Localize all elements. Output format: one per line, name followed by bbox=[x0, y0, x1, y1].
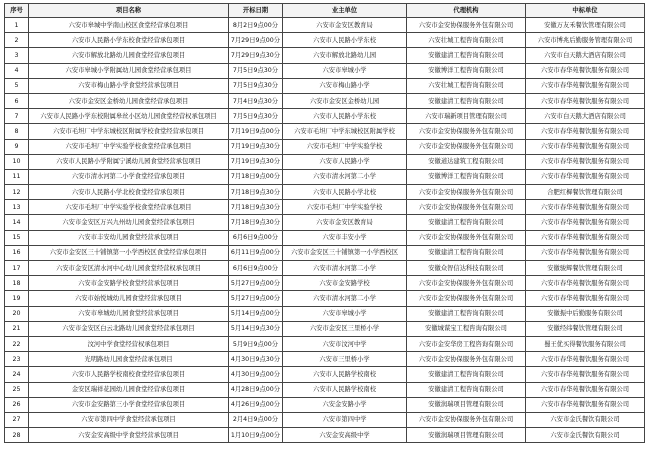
winning-bidder-cell: 六安市博兆后勤服务管理有限公司 bbox=[526, 33, 645, 48]
row-index-cell: 25 bbox=[5, 382, 29, 397]
winning-bidder-cell: 六安市春华苑餐饮服务有限公司 bbox=[526, 291, 645, 306]
row-index-cell: 4 bbox=[5, 63, 29, 78]
project-name-cell: 六安金安高级中学食堂经营承包项目 bbox=[29, 428, 229, 443]
owner-unit-cell: 六安市第四中学 bbox=[283, 412, 407, 427]
owner-unit-cell: 六安市金安路学校 bbox=[283, 276, 407, 291]
bid-date-cell: 5月14日9点30分 bbox=[229, 321, 283, 336]
winning-bidder-cell: 六安市春华苑餐饮服务有限公司 bbox=[526, 139, 645, 154]
bid-date-cell: 7月5日9点30分 bbox=[229, 109, 283, 124]
project-name-cell: 六安市皋城中学南山校区食堂经营承包项目 bbox=[29, 18, 229, 33]
winning-bidder-cell: 六安市春华苑餐饮服务有限公司 bbox=[526, 200, 645, 215]
table-row bbox=[5, 139, 645, 154]
winning-bidder-cell: 六安市春华苑餐饮服务有限公司 bbox=[526, 397, 645, 412]
table-row bbox=[5, 154, 645, 169]
agency-cell: 六安市金安协保服务外包有限公司 bbox=[407, 230, 526, 245]
owner-unit-cell: 六安市毛坦厂中学东城校区附属学校 bbox=[283, 124, 407, 139]
bid-date-cell: 8月2日9点00分 bbox=[229, 18, 283, 33]
owner-unit-cell: 六安市金安区教育局 bbox=[283, 18, 407, 33]
project-name-cell: 六安市毛坦厂中学实验学校食堂经营承包项目 bbox=[29, 139, 229, 154]
agency-cell: 安徽建清工程咨询有限公司 bbox=[407, 93, 526, 108]
agency-cell: 安徽博洋工程咨询有限公司 bbox=[407, 169, 526, 184]
table-row bbox=[5, 124, 645, 139]
winning-bidder-cell: 安徽万友禾餐饮管理有限公司 bbox=[526, 18, 645, 33]
agency-cell: 安徽润瑞项目管理有限公司 bbox=[407, 428, 526, 443]
row-index-cell: 6 bbox=[5, 93, 29, 108]
owner-unit-cell: 六安市人民路小学东校 bbox=[283, 33, 407, 48]
row-index-cell: 24 bbox=[5, 367, 29, 382]
agency-cell: 六安壮城工程咨询有限公司 bbox=[407, 33, 526, 48]
agency-cell: 安徽建清工程咨询有限公司 bbox=[407, 245, 526, 260]
project-name-cell: 六安市金安路第三小学食堂经营承包项目 bbox=[29, 397, 229, 412]
bid-date-cell: 7月19日9点00分 bbox=[229, 124, 283, 139]
owner-unit-cell: 六安金安路小学 bbox=[283, 397, 407, 412]
table-row bbox=[5, 382, 645, 397]
bid-date-cell: 4月26日9点00分 bbox=[229, 397, 283, 412]
bid-results-sheet bbox=[4, 3, 644, 443]
winning-bidder-cell: 六安市春华苑餐饮服务有限公司 bbox=[526, 215, 645, 230]
table-row bbox=[5, 63, 645, 78]
bid-date-cell: 5月9日9点00分 bbox=[229, 336, 283, 351]
header-row bbox=[5, 4, 645, 18]
owner-unit-cell: 六安市皋城小学 bbox=[283, 63, 407, 78]
row-index-cell: 15 bbox=[5, 230, 29, 245]
row-index-cell: 22 bbox=[5, 336, 29, 351]
bid-date-cell: 2月4日9点00分 bbox=[229, 412, 283, 427]
table-row bbox=[5, 428, 645, 443]
row-index-cell: 21 bbox=[5, 321, 29, 336]
winning-bidder-cell: 六安市春华苑餐饮服务有限公司 bbox=[526, 93, 645, 108]
owner-unit-cell: 六安市人民路小学东校 bbox=[283, 109, 407, 124]
table-row bbox=[5, 169, 645, 184]
agency-cell: 六安市瑞新项目管理有限公司 bbox=[407, 109, 526, 124]
winning-bidder-cell: 安徽骏辉餐饮管理有限公司 bbox=[526, 261, 645, 276]
table-row bbox=[5, 306, 645, 321]
owner-unit-cell: 六安市清水河第二小学 bbox=[283, 169, 407, 184]
agency-cell: 安徽建清工程咨询有限公司 bbox=[407, 215, 526, 230]
table-row bbox=[5, 200, 645, 215]
winning-bidder-cell: 六安市金氏餐饮有限公司 bbox=[526, 428, 645, 443]
bid-date-cell: 7月18日9点30分 bbox=[229, 215, 283, 230]
row-index-cell: 14 bbox=[5, 215, 29, 230]
winning-bidder-cell: 六安市白天鹅大酒店有限公司 bbox=[526, 48, 645, 63]
table-row bbox=[5, 291, 645, 306]
bid-date-cell: 7月18日9点00分 bbox=[229, 169, 283, 184]
bid-date-cell: 5月27日9点00分 bbox=[229, 291, 283, 306]
owner-unit-cell: 六安市清水河第二小学 bbox=[283, 261, 407, 276]
owner-unit-cell: 六安金安高级中学 bbox=[283, 428, 407, 443]
project-name-cell: 汶河中学食堂经营权承包项目 bbox=[29, 336, 229, 351]
project-name-cell: 金安区瑞祥花园幼儿园食堂经营承包项目 bbox=[29, 382, 229, 397]
winning-bidder-cell: 六安市春华苑餐饮服务有限公司 bbox=[526, 382, 645, 397]
bid-date-cell: 7月5日9点30分 bbox=[229, 63, 283, 78]
header-index: 序号 bbox=[5, 4, 29, 18]
table-row bbox=[5, 412, 645, 427]
owner-unit-cell: 六安市人民路学校南校 bbox=[283, 382, 407, 397]
bid-date-cell: 7月19日9点30分 bbox=[229, 154, 283, 169]
project-name-cell: 六安市人民路小学附属宁溪幼儿园食堂经营承包项目 bbox=[29, 154, 229, 169]
agency-cell: 六安市金安协保服务外包有限公司 bbox=[407, 139, 526, 154]
agency-cell: 安徽众智信达科技有限公司 bbox=[407, 261, 526, 276]
table-row bbox=[5, 18, 645, 33]
agency-cell: 六安市金安华房工程咨询有限公司 bbox=[407, 336, 526, 351]
project-name-cell: 六安市解放北路幼儿园食堂经营承包项目 bbox=[29, 48, 229, 63]
agency-cell: 六安市金安协保服务外包有限公司 bbox=[407, 291, 526, 306]
table-row bbox=[5, 397, 645, 412]
agency-cell: 六安市金安协保服务外包有限公司 bbox=[407, 18, 526, 33]
row-index-cell: 16 bbox=[5, 245, 29, 260]
bid-date-cell: 6月6日9点00分 bbox=[229, 261, 283, 276]
winning-bidder-cell: 合肥红樨餐饮管理有限公司 bbox=[526, 185, 645, 200]
agency-cell: 六安市金安协保服务外包有限公司 bbox=[407, 276, 526, 291]
bid-date-cell: 4月30日9点00分 bbox=[229, 367, 283, 382]
row-index-cell: 11 bbox=[5, 169, 29, 184]
bid-date-cell: 7月4日9点30分 bbox=[229, 93, 283, 108]
project-name-cell: 六安市金安区清水河中心幼儿园食堂经营权承包项目 bbox=[29, 261, 229, 276]
project-name-cell: 六安市清水河第二小学食堂经营承包项目 bbox=[29, 169, 229, 184]
row-index-cell: 9 bbox=[5, 139, 29, 154]
owner-unit-cell: 六安市金安区金桥幼儿园 bbox=[283, 93, 407, 108]
project-name-cell: 六安市皋城幼儿园食堂经营承包项目 bbox=[29, 306, 229, 321]
owner-unit-cell: 六安市解放北路幼儿园 bbox=[283, 48, 407, 63]
row-index-cell: 8 bbox=[5, 124, 29, 139]
table-row bbox=[5, 215, 645, 230]
winning-bidder-cell: 安徽振中后勤服务有限公司 bbox=[526, 306, 645, 321]
bid-date-cell: 4月28日9点00分 bbox=[229, 382, 283, 397]
bid-date-cell: 5月27日9点00分 bbox=[229, 276, 283, 291]
bid-date-cell: 5月14日9点00分 bbox=[229, 306, 283, 321]
owner-unit-cell: 六安市清水河第二小学 bbox=[283, 291, 407, 306]
project-name-cell: 六安市始悦城幼儿园食堂经营承包项目 bbox=[29, 291, 229, 306]
row-index-cell: 7 bbox=[5, 109, 29, 124]
row-index-cell: 10 bbox=[5, 154, 29, 169]
bid-date-cell: 1月10日9点00分 bbox=[229, 428, 283, 443]
project-name-cell: 六安市金安区白云北路幼儿园食堂经营承包项目 bbox=[29, 321, 229, 336]
owner-unit-cell: 六安市皋城小学 bbox=[283, 306, 407, 321]
table-row bbox=[5, 336, 645, 351]
row-index-cell: 19 bbox=[5, 291, 29, 306]
row-index-cell: 27 bbox=[5, 412, 29, 427]
owner-unit-cell: 六安市毛坦厂中学实验学校 bbox=[283, 139, 407, 154]
project-name-cell: 六安市梅山路小学食堂经营承包项目 bbox=[29, 78, 229, 93]
project-name-cell: 六安市第四中学食堂经营承包项目 bbox=[29, 412, 229, 427]
winning-bidder-cell: 六安市春华苑餐饮服务有限公司 bbox=[526, 367, 645, 382]
row-index-cell: 1 bbox=[5, 18, 29, 33]
header-project-name: 项目名称 bbox=[29, 4, 229, 18]
agency-cell: 六安市金安协保服务外包有限公司 bbox=[407, 200, 526, 215]
winning-bidder-cell: 六安市春华苑餐饮服务有限公司 bbox=[526, 352, 645, 367]
bid-date-cell: 7月19日9点30分 bbox=[229, 139, 283, 154]
owner-unit-cell: 六安市人民路小学 bbox=[283, 154, 407, 169]
header-owner: 业主单位 bbox=[283, 4, 407, 18]
table-row bbox=[5, 33, 645, 48]
table-row bbox=[5, 352, 645, 367]
bid-date-cell: 6月6日9点00分 bbox=[229, 230, 283, 245]
row-index-cell: 13 bbox=[5, 200, 29, 215]
winning-bidder-cell: 六安市春华苑餐饮服务有限公司 bbox=[526, 276, 645, 291]
bid-date-cell: 7月18日9点30分 bbox=[229, 200, 283, 215]
winning-bidder-cell: 安徽经纬餐饮管理有限公司 bbox=[526, 321, 645, 336]
row-index-cell: 20 bbox=[5, 306, 29, 321]
table-body bbox=[5, 18, 645, 443]
bid-results-table bbox=[4, 3, 645, 443]
row-index-cell: 5 bbox=[5, 78, 29, 93]
bid-date-cell: 6月11日9点00分 bbox=[229, 245, 283, 260]
table-row bbox=[5, 367, 645, 382]
owner-unit-cell: 六安市人民路学校南校 bbox=[283, 367, 407, 382]
table-row bbox=[5, 109, 645, 124]
table-row bbox=[5, 185, 645, 200]
owner-unit-cell: 六安市丰安小学 bbox=[283, 230, 407, 245]
row-index-cell: 28 bbox=[5, 428, 29, 443]
winning-bidder-cell: 六安市春华苑餐饮服务有限公司 bbox=[526, 63, 645, 78]
project-name-cell: 六安市人民路小学东校附属皋丝小区幼儿园食堂经营权承包项目 bbox=[29, 109, 229, 124]
header-winner: 中标单位 bbox=[526, 4, 645, 18]
agency-cell: 安徽建清工程咨询有限公司 bbox=[407, 382, 526, 397]
project-name-cell: 六安市金安区金桥幼儿园食堂经营承包项目 bbox=[29, 93, 229, 108]
project-name-cell: 六安市金安区三十铺镇第一小学西校区食堂经营承包项目 bbox=[29, 245, 229, 260]
agency-cell: 六安市金安协保服务外包有限公司 bbox=[407, 352, 526, 367]
row-index-cell: 17 bbox=[5, 261, 29, 276]
owner-unit-cell: 六安市汶河中学 bbox=[283, 336, 407, 351]
owner-unit-cell: 六安市三里桥小学 bbox=[283, 352, 407, 367]
project-name-cell: 六安市毛坦厂中学实验学校食堂经营承包项目 bbox=[29, 200, 229, 215]
agency-cell: 安徽道达建筑工程有限公司 bbox=[407, 154, 526, 169]
winning-bidder-cell: 六安市春华苑餐饮服务有限公司 bbox=[526, 78, 645, 93]
project-name-cell: 六安市人民路学校南校食堂经营承包项目 bbox=[29, 367, 229, 382]
row-index-cell: 12 bbox=[5, 185, 29, 200]
table-row bbox=[5, 48, 645, 63]
agency-cell: 安徽建清工程咨询有限公司 bbox=[407, 367, 526, 382]
project-name-cell: 六安市金安路学校食堂经营承包项目 bbox=[29, 276, 229, 291]
table-row bbox=[5, 245, 645, 260]
winning-bidder-cell: 六安市春华苑餐饮服务有限公司 bbox=[526, 169, 645, 184]
agency-cell: 六安市金安协保服务外包有限公司 bbox=[407, 124, 526, 139]
bid-date-cell: 7月29日9点30分 bbox=[229, 48, 283, 63]
row-index-cell: 26 bbox=[5, 397, 29, 412]
table-row bbox=[5, 261, 645, 276]
table-row bbox=[5, 321, 645, 336]
project-name-cell: 六安市人民路小学北校食堂经营承包项目 bbox=[29, 185, 229, 200]
bid-date-cell: 7月29日9点00分 bbox=[229, 33, 283, 48]
winning-bidder-cell: 六安市金氏餐饮有限公司 bbox=[526, 412, 645, 427]
row-index-cell: 18 bbox=[5, 276, 29, 291]
winning-bidder-cell: 六安市白天鹅大酒店有限公司 bbox=[526, 109, 645, 124]
owner-unit-cell: 六安市金安区教育局 bbox=[283, 215, 407, 230]
winning-bidder-cell: 六安市春华苑餐饮服务有限公司 bbox=[526, 230, 645, 245]
winning-bidder-cell: 六安市春华苑餐饮服务有限公司 bbox=[526, 245, 645, 260]
agency-cell: 六安市金安协保服务外包有限公司 bbox=[407, 412, 526, 427]
owner-unit-cell: 六安市毛坦厂中学实验学校 bbox=[283, 200, 407, 215]
row-index-cell: 3 bbox=[5, 48, 29, 63]
owner-unit-cell: 六安市金安区三十铺镇第一小学西校区 bbox=[283, 245, 407, 260]
project-name-cell: 光明路幼儿园食堂经营承包项目 bbox=[29, 352, 229, 367]
bid-date-cell: 7月18日9点30分 bbox=[229, 185, 283, 200]
winning-bidder-cell: 六安市春华苑餐饮服务有限公司 bbox=[526, 124, 645, 139]
header-agency: 代理机构 bbox=[407, 4, 526, 18]
table-row bbox=[5, 276, 645, 291]
project-name-cell: 六安市金安区万兴九州幼儿园食堂经营承包项目 bbox=[29, 215, 229, 230]
header-bid-date: 开标日期 bbox=[229, 4, 283, 18]
table-row bbox=[5, 93, 645, 108]
project-name-cell: 六安市皋城小学附属幼儿园食堂经营承包项目 bbox=[29, 63, 229, 78]
table-row bbox=[5, 78, 645, 93]
row-index-cell: 23 bbox=[5, 352, 29, 367]
project-name-cell: 六安市人民路小学东校食堂经营承包项目 bbox=[29, 33, 229, 48]
owner-unit-cell: 六安市梅山路小学 bbox=[283, 78, 407, 93]
winning-bidder-cell: 六安市春华苑餐饮服务有限公司 bbox=[526, 154, 645, 169]
winning-bidder-cell: 蜀王优买得餐饮服务有限公司 bbox=[526, 336, 645, 351]
owner-unit-cell: 六安市金安区三里桥小学 bbox=[283, 321, 407, 336]
agency-cell: 安徽润瑞项目管理有限公司 bbox=[407, 397, 526, 412]
project-name-cell: 六安市毛坦厂中学东城校区附属学校食堂经营承包项目 bbox=[29, 124, 229, 139]
agency-cell: 安徽建清工程咨询有限公司 bbox=[407, 306, 526, 321]
owner-unit-cell: 六安市人民路小学北校 bbox=[283, 185, 407, 200]
project-name-cell: 六安市丰安幼儿园食堂经营承包项目 bbox=[29, 230, 229, 245]
bid-date-cell: 4月30日9点30分 bbox=[229, 352, 283, 367]
bid-date-cell: 7月5日9点30分 bbox=[229, 78, 283, 93]
row-index-cell: 2 bbox=[5, 33, 29, 48]
agency-cell: 安徽城谋宝工程咨询有限公司 bbox=[407, 321, 526, 336]
table-row bbox=[5, 230, 645, 245]
agency-cell: 安徽博洋工程咨询有限公司 bbox=[407, 63, 526, 78]
agency-cell: 安徽建清工程咨询有限公司 bbox=[407, 48, 526, 63]
agency-cell: 六安壮城工程咨询有限公司 bbox=[407, 78, 526, 93]
agency-cell: 六安市金安协保服务外包有限公司 bbox=[407, 185, 526, 200]
